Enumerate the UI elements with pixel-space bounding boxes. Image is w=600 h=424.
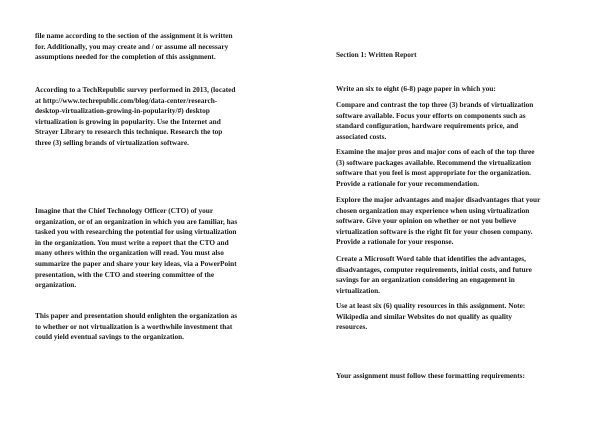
cto-paragraph: Imagine that the Chief Technology Officer (CTO) of your organization, or of an organization in which you are familiar, has tasked you with researching the potential for using virtualization in the organization. You must write a report that the CTO and many others within the organization will read. You must also summarize the paper and share your key ideas, via a PowerPoint presentation, with the CTO and steering committee of the organization. — [35, 206, 238, 290]
instruction-item-compare: Compare and contrast the top three (3) brands of virtualization software available. Focus your efforts on components such as standard configuration, hardware requirements price, and associated costs. — [336, 100, 534, 141]
instruction-item-examine: Examine the major pros and major cons of each of the top three (3) software packages available. Recommend the virtualization software that you feel is most appropriate for the organization. Provide a rationale for your recommendation. — [336, 147, 535, 188]
instruction-intro: Write an six to eight (6-8) page paper in which you: — [336, 84, 496, 93]
instruction-item-table: Create a Microsoft Word table that identifies the advantages, disadvantages, computer requirements, initial costs, and future savings for an organization considering an engagement in virtualization. — [336, 254, 532, 295]
survey-paragraph: According to a TechRepublic survey performed in 2013, (located at http://www.techrepublic.com/blog/data-center/research- desktop-virtualization-growing-in-popularity/#) desktop virtualization is growing in popularity. Use the Internet and Strayer Library to research this technique. Research the top three (3) selling brands of virtualization software. — [35, 85, 236, 147]
purpose-paragraph: This paper and presentation should enlighten the organization as to whether or not virtualization is a worthwhile investment that could yield eventual savings to the organization. — [35, 311, 238, 342]
instruction-item-explore: Explore the major advantages and major disadvantages that your chosen organization may experience when using virtualization software. Give your opinion on whether or not you believe virtualization software is the right fit for your chosen company. Provide a rationale for your response. — [336, 195, 541, 247]
section-heading: Section 1: Written Report — [336, 50, 417, 59]
formatting-note: Your assignment must follow these formatting requirements: — [336, 371, 525, 380]
instruction-item-resources: Use at least six (6) quality resources in this assignment. Note: Wikipedia and similar Websites do not qualify as quality resources. — [336, 301, 526, 332]
intro-fragment: file name according to the section of the assignment it is written for. Additionally, you may create and / or assume all necessary assumptions needed for the completion of this assignment. — [35, 31, 233, 62]
